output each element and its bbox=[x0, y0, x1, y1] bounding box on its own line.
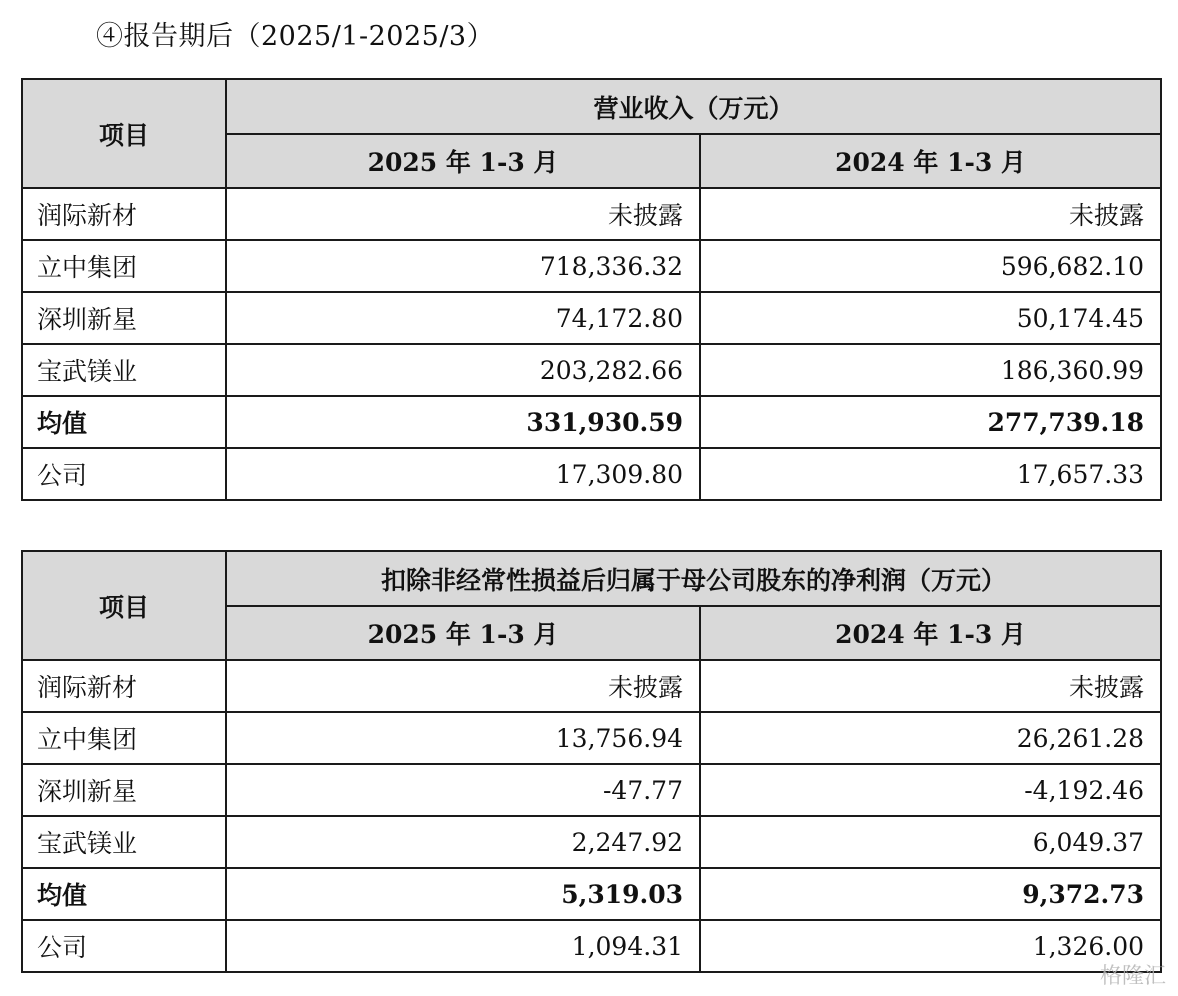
period-2024-header: 2024 年 1-3 月 bbox=[700, 606, 1161, 660]
value-2025: 1,094.31 bbox=[226, 920, 700, 972]
company-name: 公司 bbox=[22, 448, 226, 500]
average-label: 均值 bbox=[22, 868, 226, 920]
table-row bbox=[22, 292, 1161, 344]
average-2024: 9,372.73 bbox=[700, 868, 1161, 920]
watermark-logo: 格隆汇 bbox=[1099, 964, 1166, 989]
value-2025: 74,172.80 bbox=[226, 292, 700, 344]
item-header: 项目 bbox=[22, 551, 226, 660]
value-2025: 718,336.32 bbox=[226, 240, 700, 292]
value-2024: 186,360.99 bbox=[700, 344, 1161, 396]
value-2025: 2,247.92 bbox=[226, 816, 700, 868]
company-name: 立中集团 bbox=[22, 712, 226, 764]
company-row bbox=[22, 448, 1161, 500]
value-2024: 50,174.45 bbox=[700, 292, 1161, 344]
company-name: 立中集团 bbox=[22, 240, 226, 292]
value-2024: 6,049.37 bbox=[700, 816, 1161, 868]
value-2025: -47.77 bbox=[226, 764, 700, 816]
value-2024: 17,657.33 bbox=[700, 448, 1161, 500]
table-row bbox=[22, 240, 1161, 292]
net-profit-table bbox=[21, 550, 1162, 973]
company-name: 润际新材 bbox=[22, 660, 226, 712]
average-label: 均值 bbox=[22, 396, 226, 448]
average-2025: 331,930.59 bbox=[226, 396, 700, 448]
period-2025-header: 2025 年 1-3 月 bbox=[226, 134, 700, 188]
table-row bbox=[22, 660, 1161, 712]
period-2025-header: 2025 年 1-3 月 bbox=[226, 606, 700, 660]
company-name: 宝武镁业 bbox=[22, 344, 226, 396]
company-name: 深圳新星 bbox=[22, 764, 226, 816]
company-name: 宝武镁业 bbox=[22, 816, 226, 868]
average-row bbox=[22, 868, 1161, 920]
company-name: 润际新材 bbox=[22, 188, 226, 240]
value-2024: 1,326.00 bbox=[700, 920, 1161, 972]
table-row bbox=[22, 816, 1161, 868]
item-header: 项目 bbox=[22, 79, 226, 188]
section-heading: ④报告期后（2025/1-2025/3） bbox=[96, 21, 495, 52]
value-2024: 未披露 bbox=[700, 660, 1161, 712]
value-2025: 203,282.66 bbox=[226, 344, 700, 396]
value-2025: 未披露 bbox=[226, 660, 700, 712]
table-row bbox=[22, 712, 1161, 764]
company-row bbox=[22, 920, 1161, 972]
average-2024: 277,739.18 bbox=[700, 396, 1161, 448]
table-row bbox=[22, 344, 1161, 396]
value-2025: 17,309.80 bbox=[226, 448, 700, 500]
value-2024: 596,682.10 bbox=[700, 240, 1161, 292]
company-name: 公司 bbox=[22, 920, 226, 972]
average-2025: 5,319.03 bbox=[226, 868, 700, 920]
period-2024-header: 2024 年 1-3 月 bbox=[700, 134, 1161, 188]
table-row bbox=[22, 764, 1161, 816]
average-row bbox=[22, 396, 1161, 448]
value-2024: 26,261.28 bbox=[700, 712, 1161, 764]
value-2025: 未披露 bbox=[226, 188, 700, 240]
company-name: 深圳新星 bbox=[22, 292, 226, 344]
value-2024: 未披露 bbox=[700, 188, 1161, 240]
value-2025: 13,756.94 bbox=[226, 712, 700, 764]
metric-header: 营业收入（万元） bbox=[226, 79, 1161, 134]
table-row bbox=[22, 188, 1161, 240]
metric-header: 扣除非经常性损益后归属于母公司股东的净利润（万元） bbox=[226, 551, 1161, 606]
revenue-table bbox=[21, 78, 1162, 501]
value-2024: -4,192.46 bbox=[700, 764, 1161, 816]
